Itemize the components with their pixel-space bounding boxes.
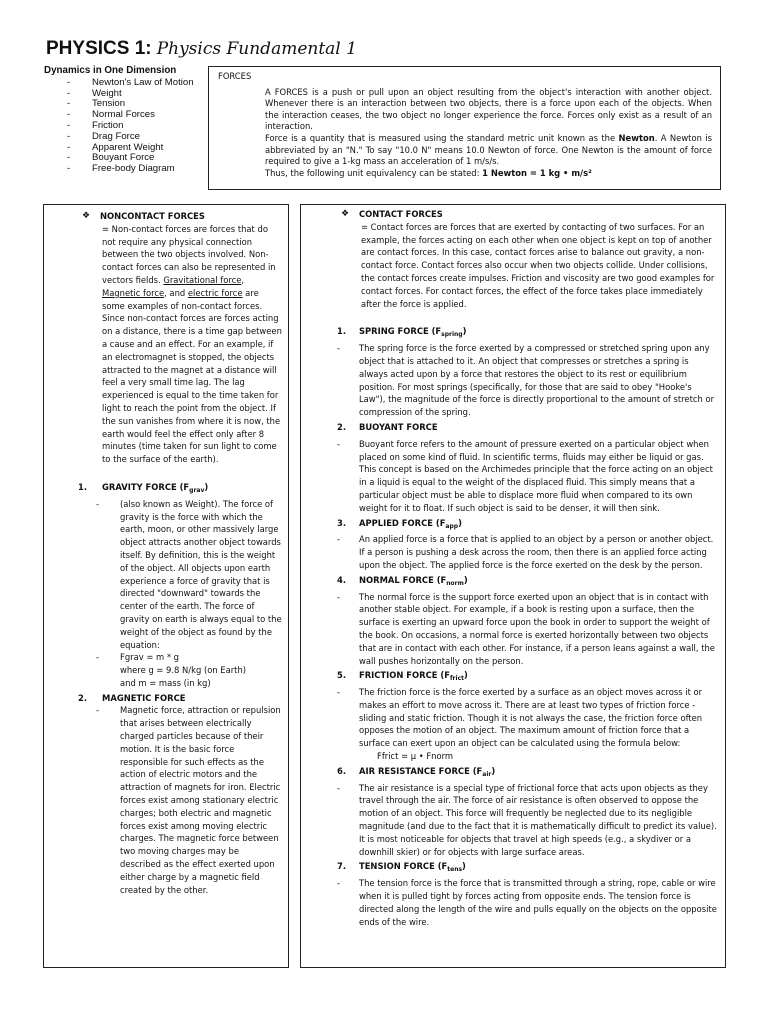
contact-force-heading: 4. NORMAL FORCE $(F_{norm})$ xyxy=(337,574,468,587)
magnetic-force-heading: 2. MAGNETIC FORCE xyxy=(78,692,186,703)
contact-force-text: - The spring force is the force exerted by a compressed or stretched spring upon any object that is attached to it. An object that compresses or stretches a spring is always acted upon by a force that restores the object to its rest or equilibrium position. For most springs (specifically, for those that are said to obey "Hooke's Law"), the magnitude of the force is directly proportional to the amount of stretch or compression of the spring. xyxy=(337,343,715,418)
topic-item: - Tension xyxy=(67,98,126,110)
contact-force-text: - An applied force is a force that is applied to an object by a person or another object. If a person is pushing a desk across the room, then there is an applied force acting upon the object. The applied force is the force exerted on the desk by the person. xyxy=(337,534,714,570)
contact-force-heading: 1. SPRING FORCE $(F_{spring})$ xyxy=(337,326,467,339)
topic-item: - Newton's Law of Motion xyxy=(67,76,194,88)
friction-equation: Ffrict = μ • Fnorm xyxy=(377,751,454,762)
diamond-bullet-icon: ❖ xyxy=(340,209,350,219)
gravity-force-heading: 1. GRAVITY FORCE $(F_{grav})$ xyxy=(78,481,209,494)
contact-force-list xyxy=(309,325,717,928)
topic-list-heading: Dynamics in One Dimension xyxy=(44,65,177,76)
forces-paragraph: Thus, the following unit equivalency can be stated: 1 Newton = 1 kg • m/s² xyxy=(265,167,592,178)
diamond-bullet-icon: ❖ xyxy=(81,211,91,221)
forces-definition-box xyxy=(208,66,721,190)
noncontact-intro: = Non-contact forces are forces that do not require any physical connection between the two objects involved. Non-contact forces can also be represented in vectors fields. Gravitational force, Magnetic force, and electric force are some examples of non-contact forces. Since non-contact forces are forces acting on a distance, there is a time gap between a cause and an effect. For an example, if an electromagnet is stopped, the objects attracted to the magnet at a distance will feel a very small time lag. The lag experienced is equal to the time taken for light to reach the point from the object. If the sun vanishes from where it is now, the earth would feel the effect only after 8 minutes (time taken for sun light to come to the surface of the earth). xyxy=(102,223,282,465)
contact-force-text: - The air resistance is a special type of frictional force that acts upon objects as they travel through the air. The force of air resistance is often observed to oppose the motion of an object. This force will frequently be neglected due to its negligible magnitude (and due to the fact that it is mathematically difficult to predict its value). It is most noticeable for objects that travel at high speeds (e.g., a skydiver or a downhill skier) or for objects with large surface areas. xyxy=(337,782,717,857)
page-title xyxy=(46,38,357,60)
contact-intro: = Contact forces are forces that are exerted by contacting of two surfaces. For an example, the forces acting on each other when one object is kept on top of another are contact forces. In this case, contact forces arise to balance out gravity, a non-contact force. Contact forces also occur when two objects collide. Under collisions, the contact forces create impulses. Friction and viscosity are two good examples for contact forces. For contact forces, the effect of the force takes place immediately after the force is applied. xyxy=(361,221,715,309)
contact-force-text: - The normal force is the support force exerted upon an object that is in contact with another stable object. For example, if a book is resting upon a surface, then the surface is exerting an upward force upon the book in order to support the weight of the book. On occasions, a normal force is exerted horizontally between two objects that are in contact with each other. For instance, if a person leans against a wall, the wall pushes horizontally on the person. xyxy=(337,591,715,666)
contact-force-text: - The tension force is the force that is transmitted through a string, rope, cable or wire when it is pulled tight by forces acting from opposite ends. The tension force is directed along the length of the wire and pulls equally on the objects on the opposite ends of the wire. xyxy=(337,878,717,927)
topic-item: - Normal Forces xyxy=(67,109,155,121)
forces-paragraph: Force is a quantity that is measured using the standard metric unit known as the Newton. A Newton is abbreviated by an "N." To say "10.0 N" means 10.0 Newton of force. One Newton is the amount of force required to give a 1-kg mass an acceleration of 1 m/s/s. xyxy=(265,132,712,167)
contact-force-heading: 6. AIR RESISTANCE FORCE $(F_{air})$ xyxy=(337,765,496,778)
contact-force-heading: 2. BUOYANT FORCE xyxy=(337,421,438,432)
topic-item: - Apparent Weight xyxy=(67,141,164,153)
gravity-equation: - Fgrav = m * g where g = 9.8 N/kg (on Earth) and m = mass (in kg) xyxy=(96,652,247,688)
link-magnetic-force: Magnetic force xyxy=(102,287,165,298)
forces-paragraph: A FORCES is a push or pull upon an object resulting from the object's interaction with another object. Whenever there is an interaction between two objects, there is a force upon each of the objects. When the interaction ceases, the two object no longer experience the force. Forces only exist as a result of an interaction. xyxy=(265,86,712,132)
gravity-force-text: - (also known as Weight). The force of gravity is the force with which the earth, moon, or other massively large object attracts another object towards itself. By definition, this is the weight of the object. All objects upon earth experience a force of gravity that is directed "downward" towards the center of the earth. The force of gravity on earth is always equal to the weight of the object as found by the equation: xyxy=(96,498,282,650)
topic-item: - Drag Force xyxy=(67,130,140,142)
title-bold: PHYSICS 1: xyxy=(46,38,152,59)
contact-title: ❖ CONTACT FORCES xyxy=(309,208,717,221)
noncontact-title: ❖ NONCONTACT FORCES xyxy=(50,210,282,223)
topic-items xyxy=(44,78,209,175)
topic-item: - Weight xyxy=(67,87,122,99)
contact-force-heading: 5. FRICTION FORCE $(F_{frict})$ xyxy=(337,670,468,683)
magnetic-force-text: - Magnetic force, attraction or repulsion that arises between electrically charged particles because of their motion. It is the basic force responsible for such effects as the action of electric motors and the attraction of magnets for iron. Electric forces exist among stationary electric charges; both electric and magnetic forces exist among moving electric charges. The magnetic force between two moving charges may be described as the effect exerted upon either charge by a magnetic field created by the other. xyxy=(96,705,281,895)
link-gravitational-force: Gravitational force xyxy=(163,274,242,285)
topic-item: - Bouyant Force xyxy=(67,152,155,164)
contact-force-heading: 7. TENSION FORCE $(F_{tens})$ xyxy=(337,861,466,874)
contact-force-text: - The friction force is the force exerted by a surface as an object moves across it or makes an effort to move across it. There are at least two types of friction force - sliding and static friction. Though it is not always the case, the friction force often opposes the motion of an object. The maximum amount of friction force that a surface can exert upon an object can be calculated using the formula below: Ffrict = μ • Fnorm xyxy=(309,686,717,763)
contact-forces-panel xyxy=(300,204,726,968)
noncontact-forces-panel xyxy=(43,204,289,968)
contact-force-text: - Buoyant force refers to the amount of pressure exerted on a particular object when placed on some kind of fluid. In scientific terms, fluids may either be liquid or gas. This concept is based on the Archimedes principle that the force acting on an object in a liquid is equal to the weight of the displaced fluid. This simply means that a particular object must be able to displace more fluid when compared to its own weight for it to float. If such object is said to be denser, it will then sink. xyxy=(337,438,713,513)
topic-list xyxy=(44,66,209,175)
link-electric-force: electric force xyxy=(187,287,243,298)
title-italic: Physics Fundamental 1 xyxy=(156,39,357,59)
contact-force-heading: 3. APPLIED FORCE $(F_{app})$ xyxy=(337,517,462,530)
forces-heading: FORCES xyxy=(218,71,252,81)
topic-item: - Friction xyxy=(67,119,124,131)
topic-item: - Free-body Diagram xyxy=(67,163,175,175)
